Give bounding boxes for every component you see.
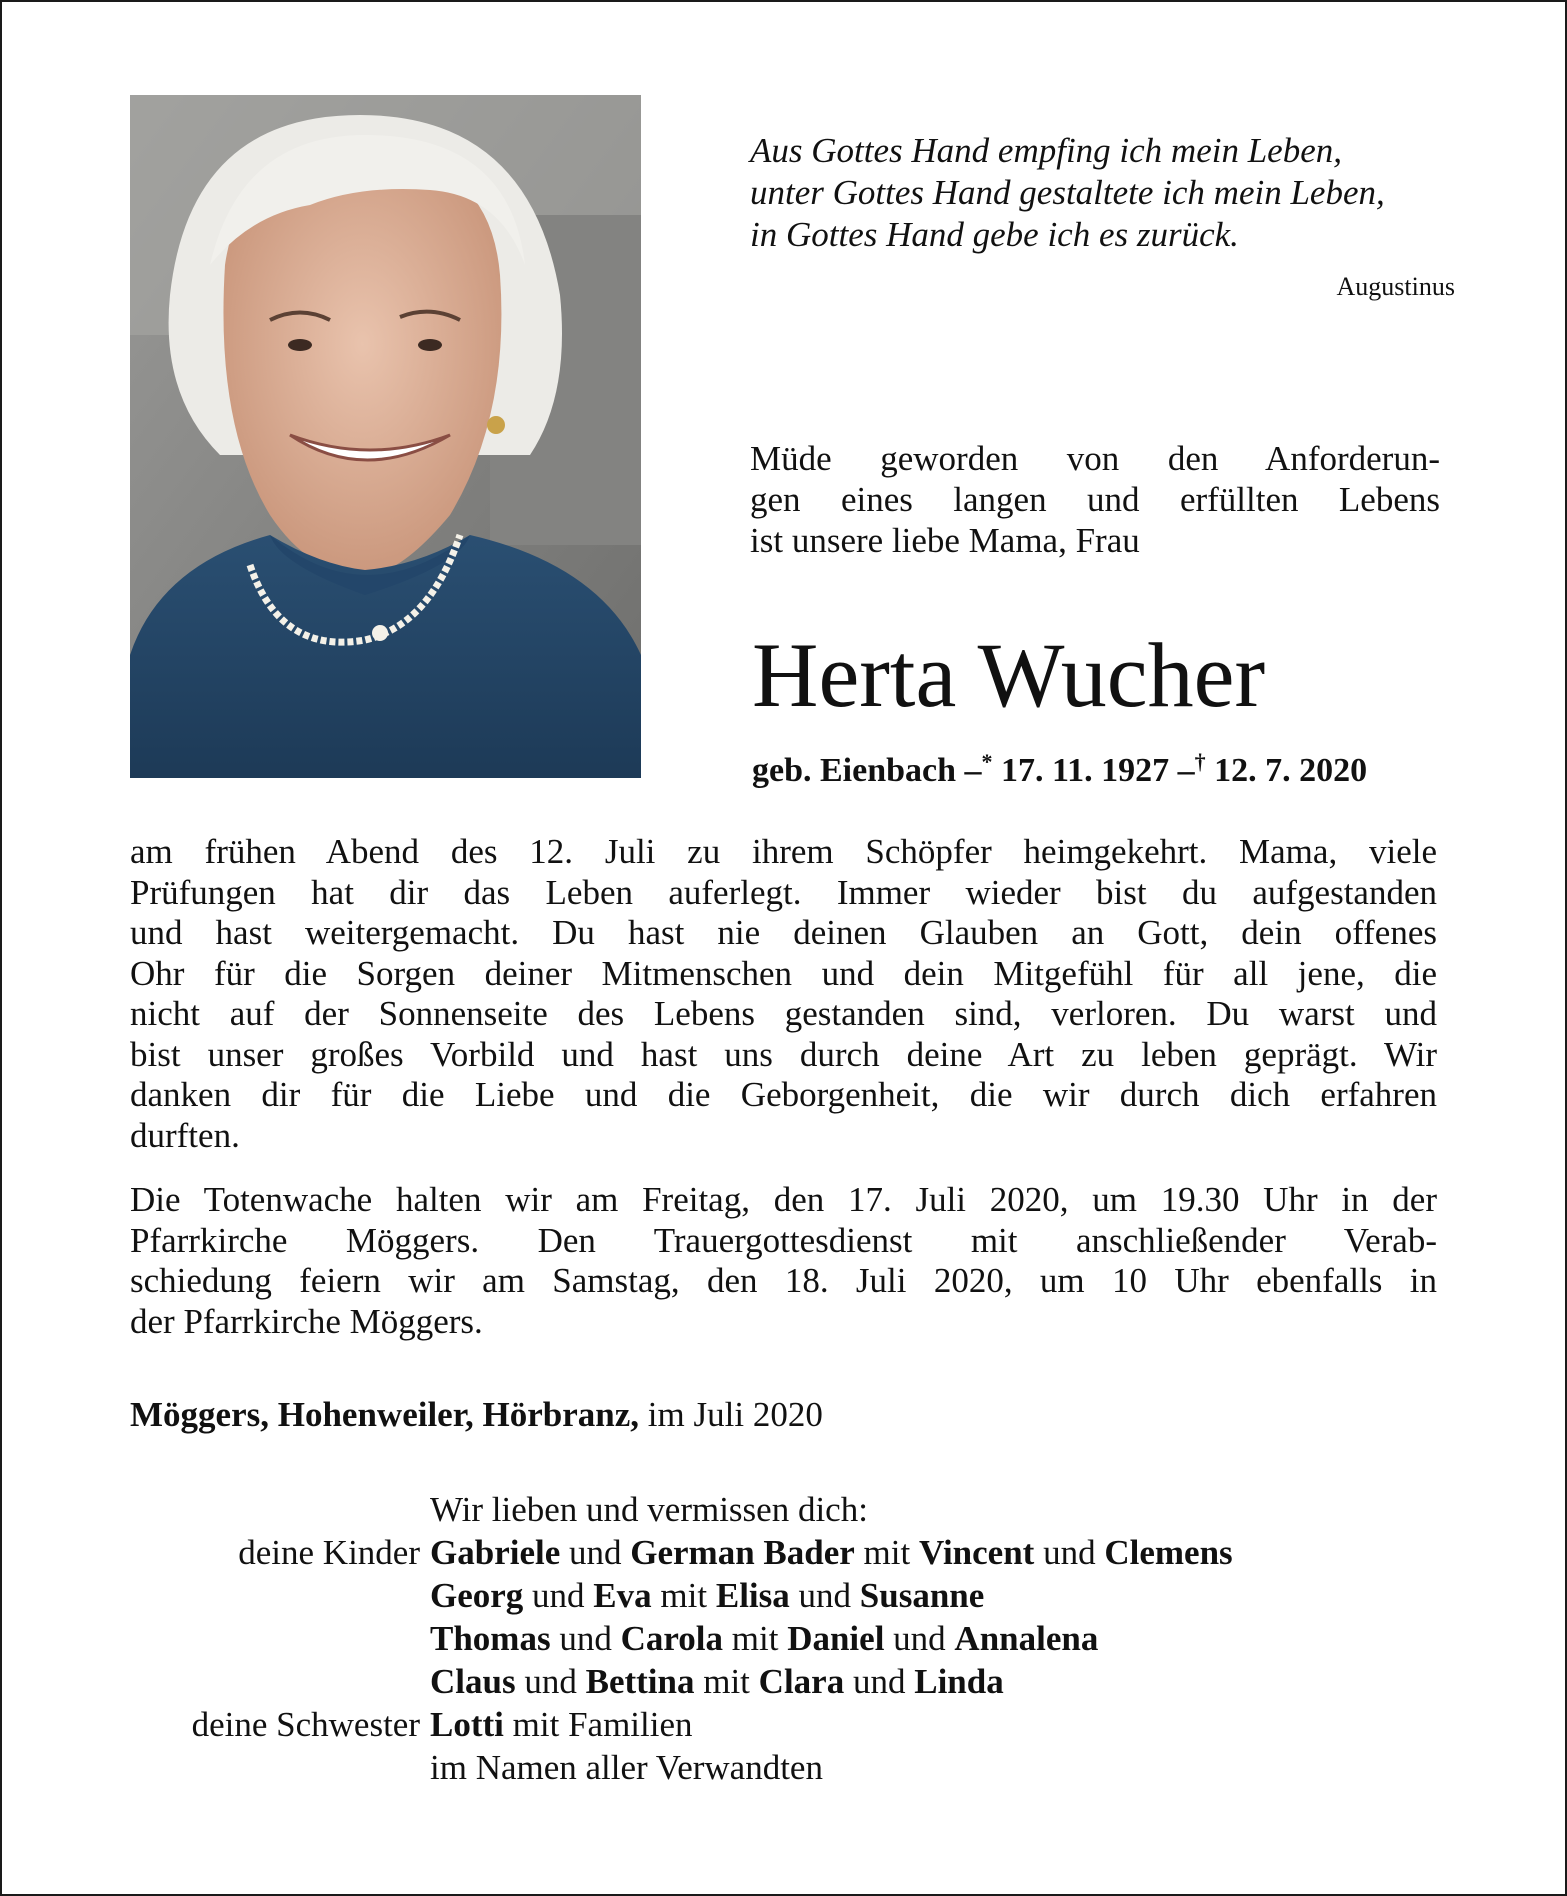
mourner-name: Bettina [585,1662,695,1701]
connector: mit [660,1576,708,1615]
death-date: 12. 7. 2020 [1214,752,1368,789]
mourner-name: Clemens [1104,1533,1233,1572]
intro-text [750,438,1440,561]
children-row [130,1574,1450,1617]
mourners-heading-row [130,1488,1450,1531]
body-line: schiedung feiern wir am Samstag, den 18. Juli 2020, um 10 Uhr ebenfalls in [130,1261,1437,1300]
funeral-info-paragraph [130,1180,1437,1342]
intro-line: gen eines langen und erfüllten Lebens [750,480,1440,519]
connector: und [569,1533,622,1572]
places: Möggers, Hohenweiler, Hörbranz, [130,1395,640,1434]
body-line: bist unser großes Vorbild und hast uns durch deine Art zu leben geprägt. Wir [130,1034,1437,1074]
connector: und [1043,1533,1096,1572]
intro-line: ist unsere liebe Mama, Frau [750,521,1140,560]
mourner-name: Annalena [954,1619,1099,1658]
intro-line: Müde geworden von den Anforderun- [750,439,1440,478]
mourner-name: Vincent [918,1533,1035,1572]
body-paragraph [130,832,1437,1156]
bible-quote [750,130,1450,256]
mourner-name: Lotti [430,1705,504,1744]
children-label: deine Kinder [238,1533,420,1572]
connector: und [532,1576,585,1615]
death-cross-icon: † [1194,749,1206,774]
connector: und [893,1619,946,1658]
deceased-name: Herta Wucher [752,624,1266,726]
connector: mit [863,1533,911,1572]
connector: und [852,1662,906,1701]
connector: und [524,1662,577,1701]
connector: mit Familien [512,1705,693,1744]
quote-line: in Gottes Hand gebe ich es zurück. [750,215,1239,254]
mourner-name: Thomas [430,1619,551,1658]
connector: mit [703,1662,750,1701]
maiden-name: geb. Eienbach [752,752,957,789]
mourner-name: Georg [430,1576,524,1615]
mourner-name: Linda [914,1662,1004,1701]
life-dates [752,740,1472,793]
mourner-name: Gabriele [430,1533,561,1572]
relatives-text: im Namen aller Verwandten [430,1748,823,1787]
dash: – [964,752,982,789]
mourner-name: Claus [430,1662,516,1701]
body-line: Prüfungen hat dir das Leben auferlegt. Immer wieder bist du aufgestanden [130,872,1437,912]
sister-row [130,1703,1450,1746]
body-line: der Pfarrkirche Möggers. [130,1301,483,1341]
mourner-name: Clara [758,1662,845,1701]
quote-line: unter Gottes Hand gestaltete ich mein Leben, [750,173,1385,212]
mourner-name: Elisa [715,1576,790,1615]
portrait-photo [130,95,641,778]
mourner-name: Eva [593,1576,652,1615]
children-row [130,1531,1450,1574]
connector: und [559,1619,612,1658]
connector: und [798,1576,852,1615]
mourners-heading: Wir lieben und vermissen dich: [430,1490,868,1529]
body-line: Ohr für die Sorgen deiner Mitmenschen und dein Mitgefühl für all jene, die [130,953,1437,993]
birth-date: 17. 11. 1927 [1001,752,1170,789]
body-line: Pfarrkirche Möggers. Den Trauergottesdienst mit anschließender Verab- [130,1220,1437,1260]
body-line: nicht auf der Sonnenseite des Lebens gestanden sind, verloren. Du warst und [130,994,1437,1033]
connector: mit [731,1619,779,1658]
body-line: danken dir für die Liebe und die Geborgenheit, die wir durch dich erfahren [130,1075,1437,1114]
body-line: am frühen Abend des 12. Juli zu ihrem Schöpfer heimgekehrt. Mama, viele [130,832,1437,871]
date: im Juli 2020 [647,1395,823,1434]
children-row [130,1617,1450,1660]
sister-label: deine Schwester [191,1705,420,1744]
portrait-photo-elderly-woman-icon [130,95,641,778]
mourner-name: German Bader [630,1533,855,1572]
body-line: und hast weitergemacht. Du hast nie deinen Glauben an Gott, dein offenes [130,913,1437,952]
quote-author: Augustinus [1336,272,1455,301]
mourner-name: Daniel [787,1619,885,1658]
place-date [130,1395,1130,1435]
children-row [130,1660,1450,1703]
body-line: durften. [130,1115,240,1155]
mourner-name: Susanne [859,1576,985,1615]
dash: – [1177,752,1195,789]
birth-star-icon: * [981,749,993,774]
quote-line: Aus Gottes Hand empfing ich mein Leben, [750,131,1342,170]
mourners-list [130,1488,1450,1789]
mourner-name: Carola [620,1619,723,1658]
body-line: Die Totenwache halten wir am Freitag, den 17. Juli 2020, um 19.30 Uhr in der [130,1180,1437,1219]
relatives-row [130,1746,1450,1789]
